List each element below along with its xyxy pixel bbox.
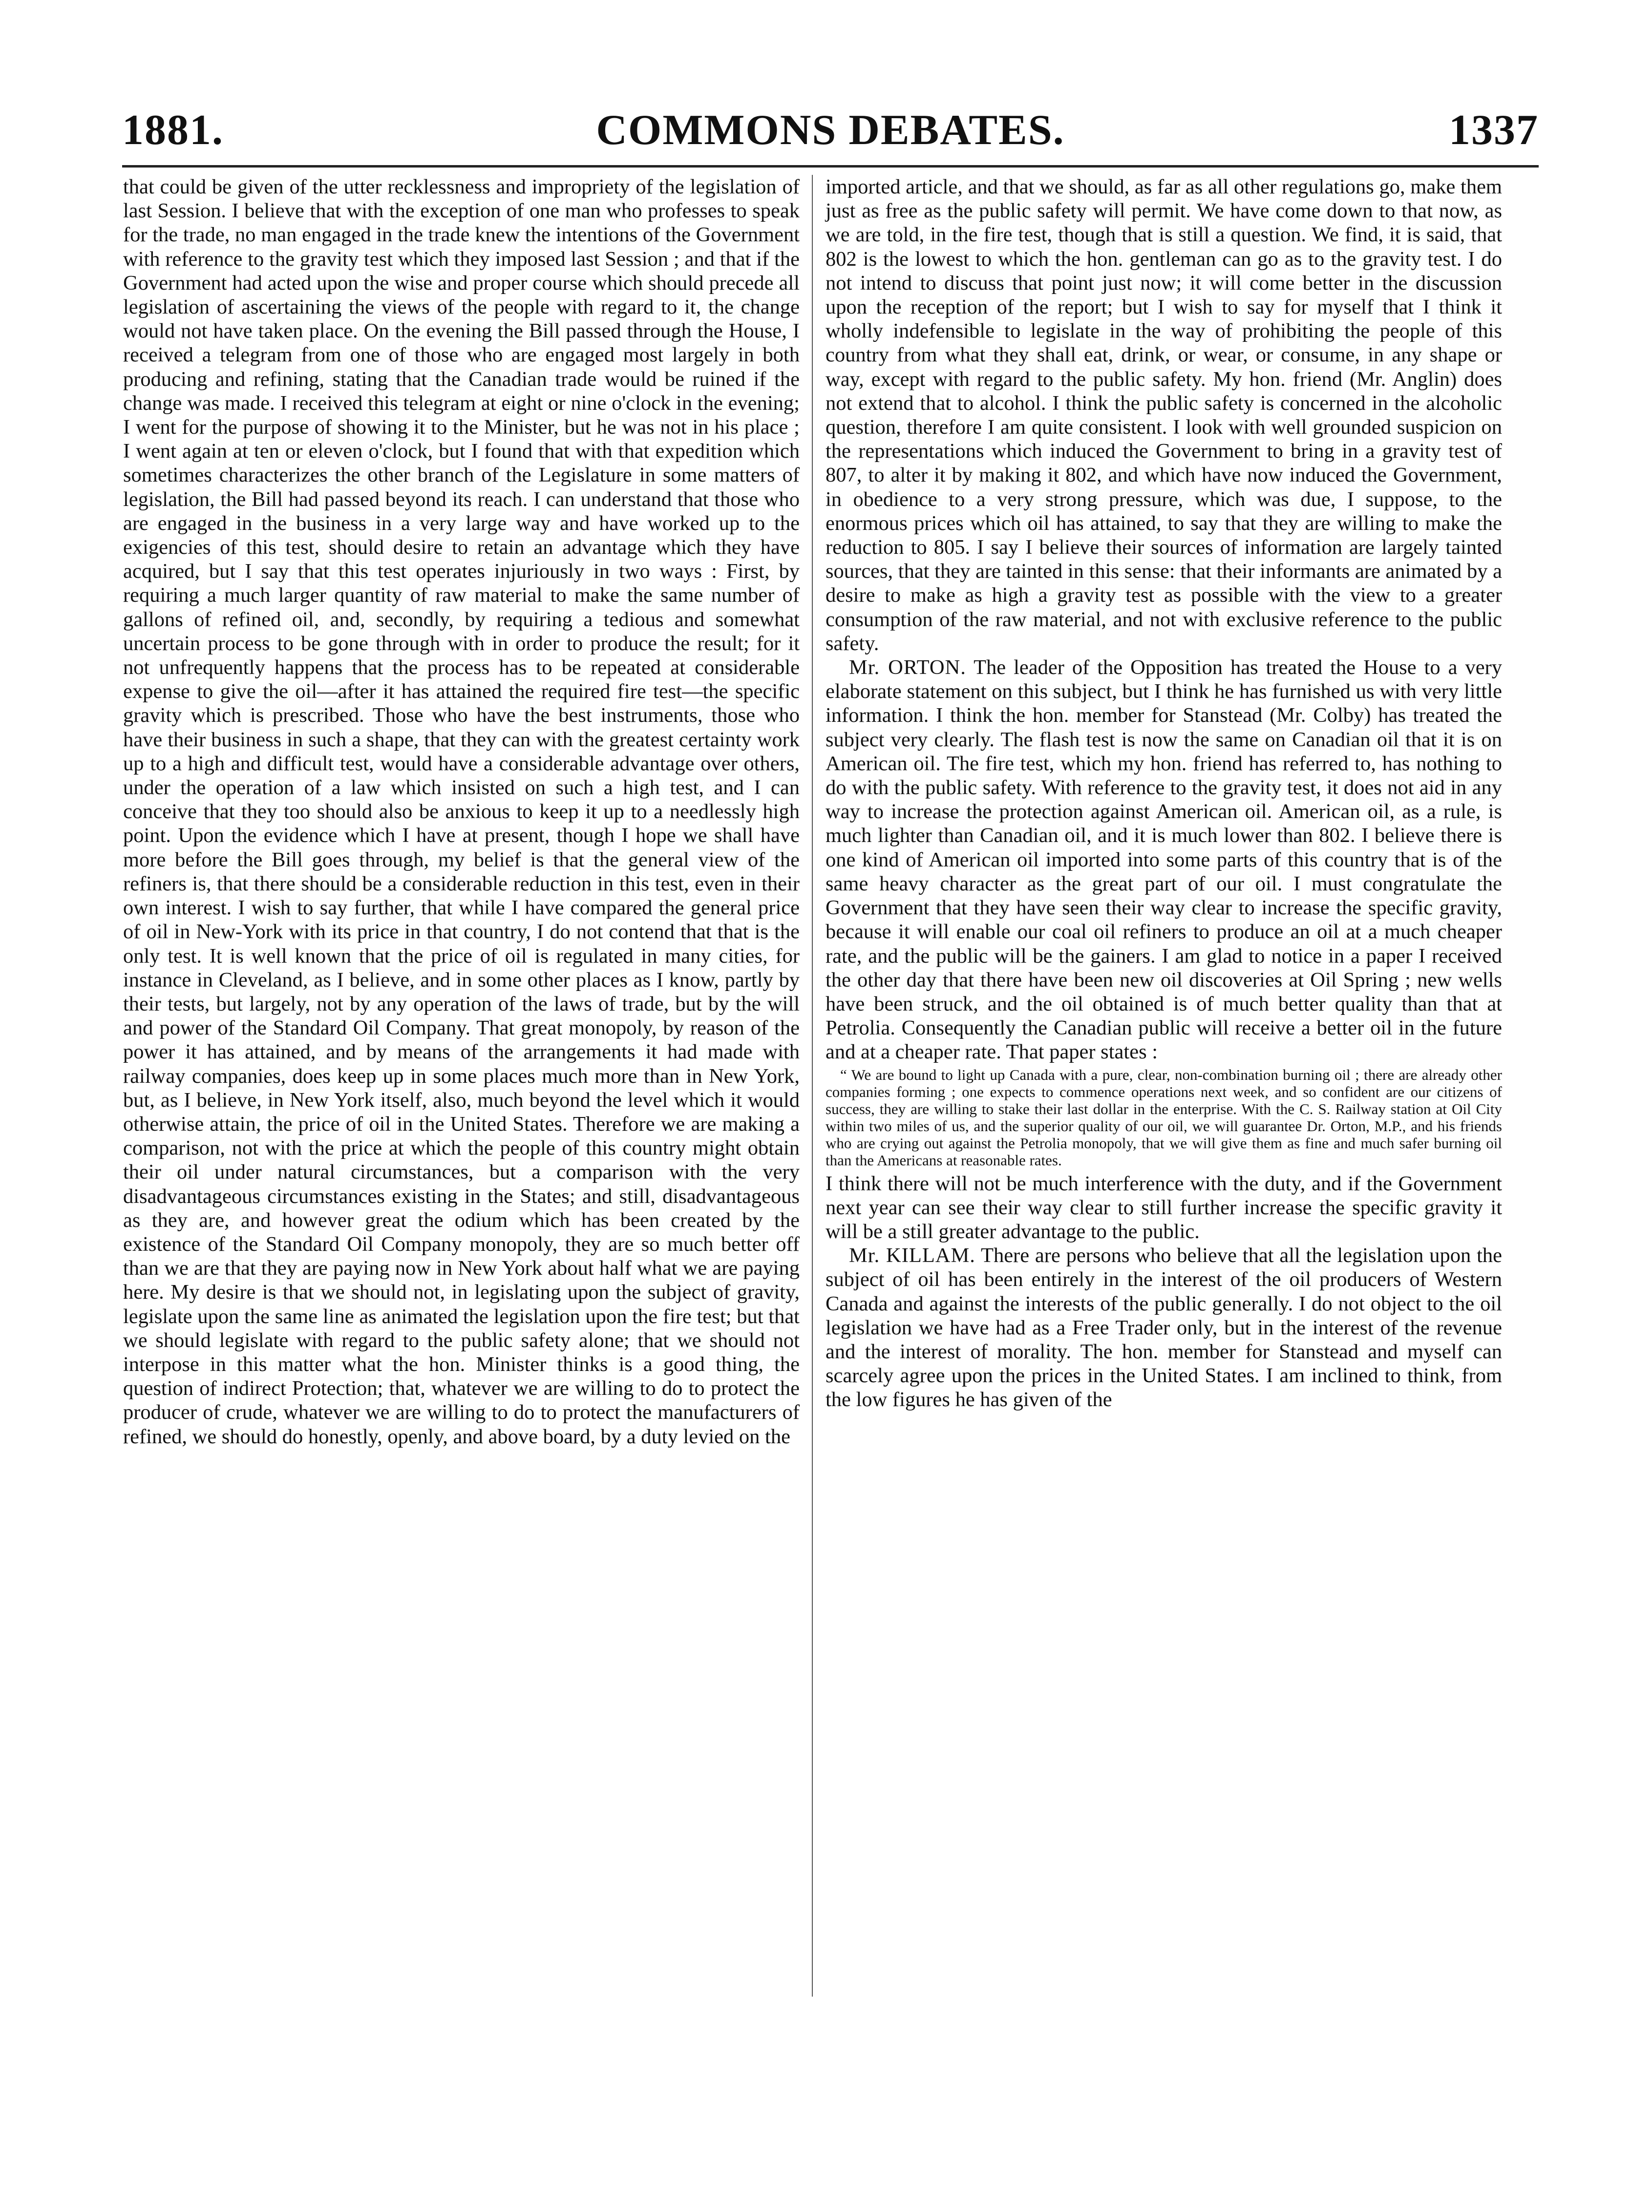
page-header	[122, 104, 1539, 157]
right-column	[826, 175, 1502, 1412]
column-divider	[812, 175, 813, 1997]
right-continuation-paragraph: imported article, and that we should, as far as all other regulations go, make them just as free as the public safety will permit. We have come down to that now, as we are told, in the fire test, though that is still a question. We find, it is said, that 802 is the lowest to which the hon. gentleman can go as to the gravity test. I do not intend to discuss that point just now; it will come better in the discussion upon the reception of the report; but I wish to say for myself that I think it wholly indefensible to legislate in the way of prohibiting the people of this country from what they shall eat, drink, or wear, or consume, in any shape or way, except with regard to the public safety. My hon. friend (Mr. Anglin) does not extend that to alcohol. I think the public safety is concerned in the alcoholic question, therefore I am quite consistent. I look with well grounded suspicion on the representations which induced the Government to bring in a gravity test of 807, to alter it by making it 802, and which have now induced the Government, in obedience to a very strong pressure, which was due, I suppose, to the enormous prices which oil has attained, to say that they are willing to make the reduction to 805. I say I believe their sources of information are largely tainted sources, that they are tainted in this sense: that their informants are animated by a desire to make as high a gravity test as possible with the view to a greater consumption of the raw material, and not with exclusive reference to the public safety.	[826, 175, 1502, 655]
killam-paragraph	[826, 1243, 1502, 1411]
orton-speaker: Mr. ORTON.	[849, 656, 966, 679]
killam-text: There are persons who believe that all the legislation upon the subject of oil has been entirely in the interest of the oil producers of Western Canada and against the interests of the public generally. I do not object to the oil legislation we have had as a Free Trader only, but in the interest of the revenue and the interest of morality. The hon. member for Stanstead and myself can scarcely agree upon the prices in the United States. I am inclined to think, from the low figures he has given of the	[826, 1244, 1502, 1411]
newspaper-quote: “ We are bound to light up Canada with a pure, clear, non-combination burning oil ; there are already other companies forming ; one expects to commence operations next week, and so confident are our citizens of success, they are willing to stake their last dollar in the enterprise. With the C. S. Railway station at Oil City within two miles of us, and the superior quality of our oil, we will guarantee Dr. Orton, M.P., and his friends who are crying out against the Petrolia monopoly, that we will give them as fine and much safer burning oil than the Americans at reasonable rates.	[826, 1066, 1502, 1169]
left-paragraph: that could be given of the utter recklessness and impropriety of the legislation of last Session. I believe that with the exception of one man who professes to speak for the trade, no man engaged in the trade knew the intentions of the Government with reference to the gravity test which they imposed last Session ; and that if the Government had acted upon the wise and proper course which should precede all legislation of ascertaining the views of the people with regard to it, the change would not have taken place. On the evening the Bill passed through the House, I received a telegram from one of those who are engaged most largely in both producing and refining, stating that the Canadian trade would be ruined if the change was made. I received this telegram at eight or nine o'clock in the evening; I went for the purpose of showing it to the Minister, but he was not in his place ; I went again at ten or eleven o'clock, but I found that with that expedition which sometimes characterizes the other branch of the Legislature in some matters of legislation, the Bill had passed beyond its reach. I can understand that those who are engaged in the business in a very large way and have worked up to the exigencies of this test, should desire to retain an advantage which they have acquired, but I say that this test operates injuriously in two ways : First, by requiring a much larger quantity of raw material to make the same number of gallons of refined oil, and, secondly, by requiring a tedious and somewhat uncertain process to be gone through with in order to produce the result; for it not unfrequently happens that the process has to be repeated at considerable expense to give the oil—after it has attained the required fire test—the specific gravity which is prescribed. Those who have the best instruments, those who have their business in such a shape, that they can with the greatest certainty work up to a high and difficult test, would have a considerable advantage over others, under the operation of a law which insisted on such a high test, and I can conceive that they too should also be anxious to keep it up to a needlessly high point. Upon the evidence which I have at present, though I hope we shall have more before the Bill goes through, my belief is that the general view of the refiners is, that there should be a considerable reduction in this test, even in their own interest. I wish to say further, that while I have compared the general price of oil in New-York with its price in that country, I do not contend that that is the only test. It is well known that the price of oil is regulated in many cities, for instance in Cleveland, as I believe, and in some other places as I know, partly by their tests, but largely, not by any operation of the laws of trade, but by the will and power of the Standard Oil Company. That great monopoly, by reason of the power it has attained, and by means of the arrangements it had made with railway companies, does keep up in some places much more than in New York, but, as I believe, in New York itself, also, much beyond the level which it would otherwise attain, the price of oil in the United States. Therefore we are making a comparison, not with the price at which the people of this country might obtain their oil under natural circumstances, but a comparison with the very disadvantageous circumstances existing in the States; and still, disadvantageous as they are, and however great the odium which has been created by the existence of the Standard Oil Company monopoly, they are so much better off than we are that they are paying now in New York about half what we are paying here. My desire is that we should not, in legislating upon the subject of gravity, legislate upon the same line as animated the legislation upon the fire test; but that we should legislate with regard to the public safety alone; that we should not interpose in this matter what the hon. Minister thinks is a good thing, the question of indirect Protection; that, whatever we are willing to do to protect the producer of crude, whatever we are willing to do to protect the manufacturers of refined, we should do honestly, openly, and above board, by a duty levied on the	[123, 175, 800, 1448]
orton-text: The leader of the Opposition has treated the House to a very elaborate statement on this subject, but I think he has furnished us with very little information. I think the hon. member for Stanstead (Mr. Colby) has treated the subject very clearly. The flash test is now the same on Canadian oil that it is on American oil. The fire test, which my hon. friend has referred to, has nothing to do with the public safety. With reference to the gravity test, it does not aid in any way to increase the protection against American oil. American oil, as a rule, is much lighter than Canadian oil, and it is much lower than 802. I believe there is one kind of American oil imported into some parts of this country that is of the same heavy character as the great part of our oil. I must congratulate the Government that they have seen their way clear to increase the specific gravity, because it will enable our coal oil refiners to produce an oil at a much cheaper rate, and the public will be the gainers. I am glad to notice in a paper I received the other day that there have been new oil discoveries at Oil Spring ; new wells have been struck, and the oil obtained is of much better quality than that at Petrolia. Consequently the Canadian public will receive a better oil in the future and at a cheaper rate. That paper states :	[826, 656, 1502, 1064]
after-quote-paragraph: I think there will not be much interference with the duty, and if the Government next year can see their way clear to still further increase the specific gravity it will be a still greater advantage to the public.	[826, 1172, 1502, 1243]
left-column	[123, 175, 800, 1449]
orton-paragraph	[826, 655, 1502, 1064]
header-page-number: 1337	[1449, 106, 1539, 154]
header-year: 1881.	[122, 106, 224, 154]
header-rule	[122, 165, 1539, 168]
killam-speaker: Mr. KILLAM.	[849, 1244, 975, 1267]
header-title: COMMONS DEBATES.	[596, 106, 1065, 154]
